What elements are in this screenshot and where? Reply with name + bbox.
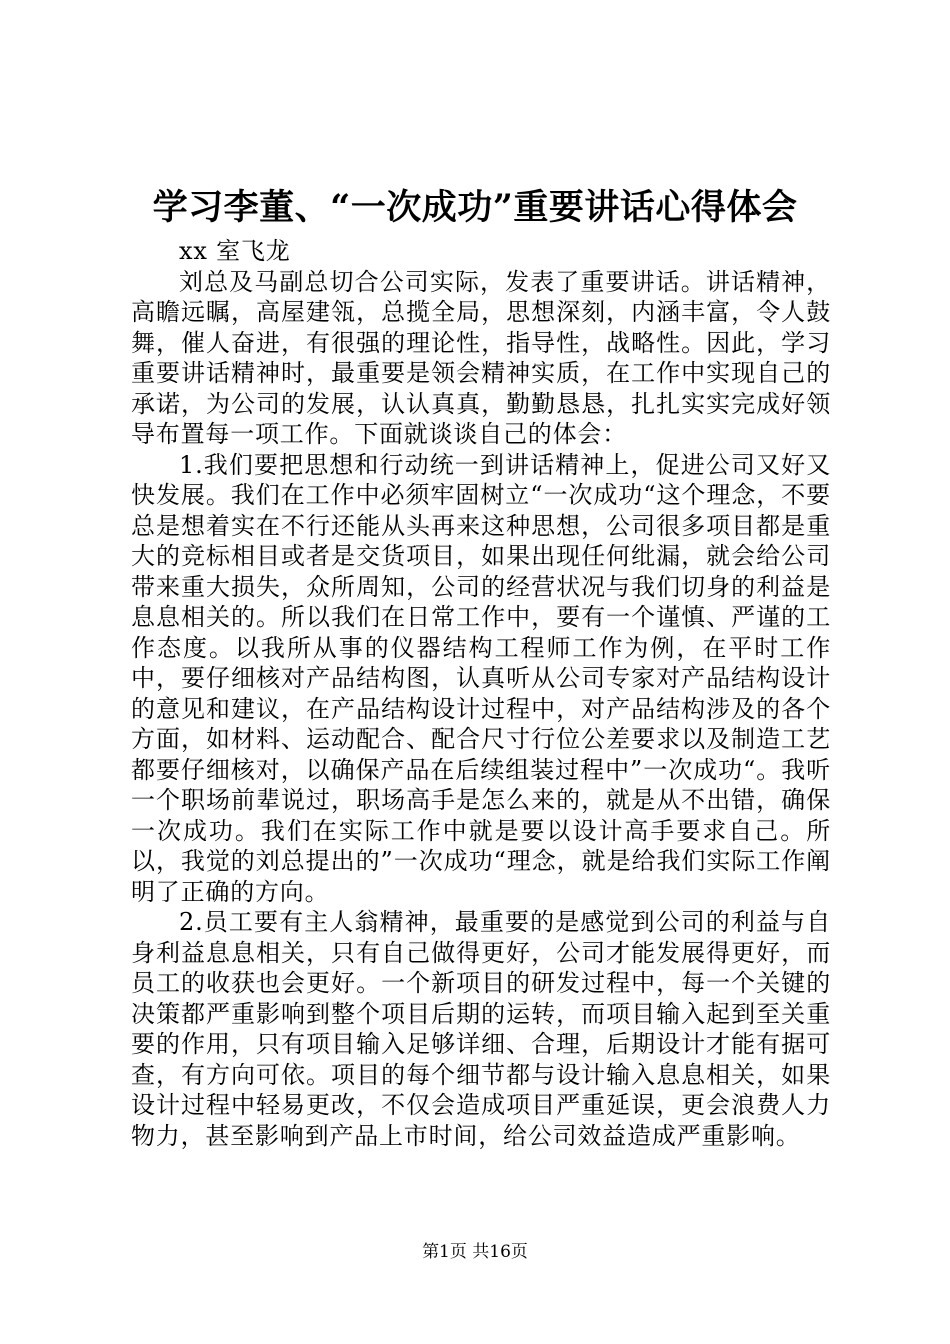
author-line: xx 室飞龙 [179,237,291,265]
paragraph-point-1: 1.我们要把思想和行动统一到讲话精神上，促进公司又好又快发展。我们在工作中必须牢固树立“一次成功“这个理念，不要总是想着实在不行还能从头再来这种思想，公司很多项目都是重大的竞标相目或者是交货项目，如果出现任何纰漏，就会给公司带来重大损失，众所周知，公司的经营状况与我们切身的利益是息息相关的。所以我们在日常工作中，要有一个谨慎、严谨的工作态度。以我所从事的仪器结构工程师工作为例，在平时工作中，要仔细核对产品结构图，认真听从公司专家对产品结构设计的意见和建议，在产品结构设计过程中，对产品结构涉及的各个方面，如材料、运动配合、配合尺寸行位公差要求以及制造工艺都要仔细核对，以确保产品在后续组装过程中”一次成功“。我听一个职场前辈说过，职场高手是怎么来的，就是从不出错，确保一次成功。我们在实际工作中就是要以设计高手要求自己。所以，我觉的刘总提出的”一次成功“理念，就是给我们实际工作阐明了正确的方向。 [131,450,831,906]
page-number-footer: 第1页 共16页 [422,1242,528,1262]
document-title: 学习李董、“一次成功”重要讲话心得体会 [152,187,798,228]
paragraph-intro: 刘总及马副总切合公司实际，发表了重要讲话。讲话精神，高瞻远瞩，高屋建瓴，总揽全局，思想深刻，内涵丰富，令人鼓舞，催人奋进，有很强的理论性，指导性，战略性。因此，学习重要讲话精神时，最重要是领会精神实质，在工作中实现自己的承诺，为公司的发展，认认真真，勤勤恳恳，扎扎实实完成好领导布置每一项工作。下面就谈谈自己的体会： [131,267,831,448]
document-body [131,236,831,1151]
paragraph-point-2: 2.员工要有主人翁精神，最重要的是感觉到公司的利益与自身利益息息相关，只有自己做得更好，公司才能发展得更好，而员工的收获也会更好。一个新项目的研发过程中，每一个关键的决策都严重影响到整个项目后期的运转，而项目输入起到至关重要的作用，只有项目输入足够详细、合理，后期设计才能有据可查，有方向可依。项目的每个细节都与设计输入息息相关，如果设计过程中轻易更改，不仅会造成项目严重延误，更会浪费人力物力，甚至影响到产品上市时间，给公司效益造成严重影响。 [131,908,831,1150]
